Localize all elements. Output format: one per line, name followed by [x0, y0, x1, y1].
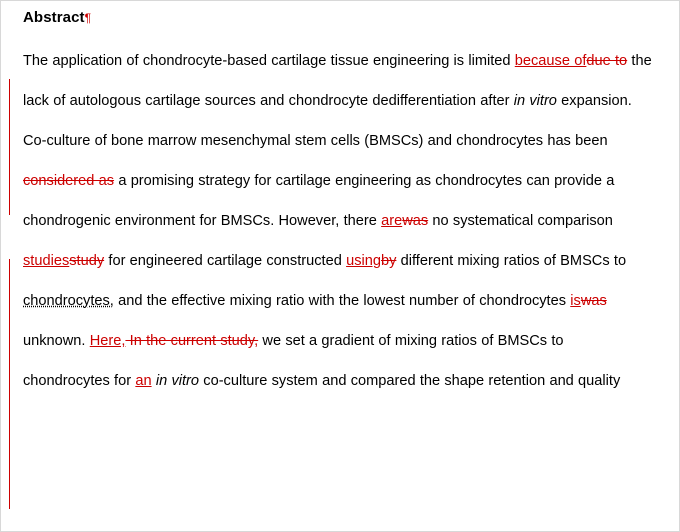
deleted-text: due to — [586, 53, 628, 69]
text-run: The application of chondrocyte-based cartilage tissue engineering is limited — [23, 53, 515, 69]
text-run: a promising strategy for cartilage engineering as chondrocytes can provide a chondrogenic environment for BMSCs. However, there — [23, 173, 615, 229]
deleted-text: by — [380, 253, 397, 269]
inserted-text: Here, — [89, 333, 126, 349]
deleted-text: was — [402, 213, 429, 229]
italic-text: in vitro — [155, 373, 200, 389]
text-run: for engineered cartilage constructed — [104, 253, 347, 269]
inserted-text: studies — [23, 253, 70, 269]
text-run: different mixing ratios of BMSCs to — [396, 253, 627, 269]
italic-text: in vitro — [513, 93, 557, 109]
inserted-text: an — [135, 373, 152, 389]
inserted-text: because of — [514, 53, 587, 69]
deleted-text: study — [69, 253, 105, 269]
text-run: and the effective mixing ratio with the lowest number of chondrocytes — [113, 293, 571, 309]
inserted-text: are — [381, 213, 403, 229]
text-run: the lack of autologous cartilage sources and chondrocyte dedifferentiation after — [23, 53, 652, 109]
section-heading-text: Abstract — [23, 9, 85, 26]
inserted-text: using — [346, 253, 381, 269]
text-run: co-culture system and compared the shape retention and quality — [199, 373, 621, 389]
text-run: unknown. — [23, 333, 90, 349]
deleted-text: was — [580, 293, 607, 309]
pilcrow-mark: ¶ — [84, 11, 92, 25]
text-run: expansion. Co-culture of bone marrow mesenchymal stem cells (BMSCs) and chondrocytes has been — [23, 93, 632, 149]
deleted-text: In the current study, — [125, 333, 259, 349]
inserted-text: is — [570, 293, 581, 309]
section-heading — [23, 7, 653, 29]
deleted-text: considered as — [23, 173, 115, 189]
document-body — [1, 1, 679, 401]
abstract-paragraph[interactable] — [23, 41, 653, 401]
spelling-flagged-text: chondrocytes, — [23, 293, 114, 309]
text-run: no systematical comparison — [428, 213, 613, 229]
text-run: we set a gradient of mixing ratios of BMSCs to chondrocytes for — [23, 333, 564, 389]
